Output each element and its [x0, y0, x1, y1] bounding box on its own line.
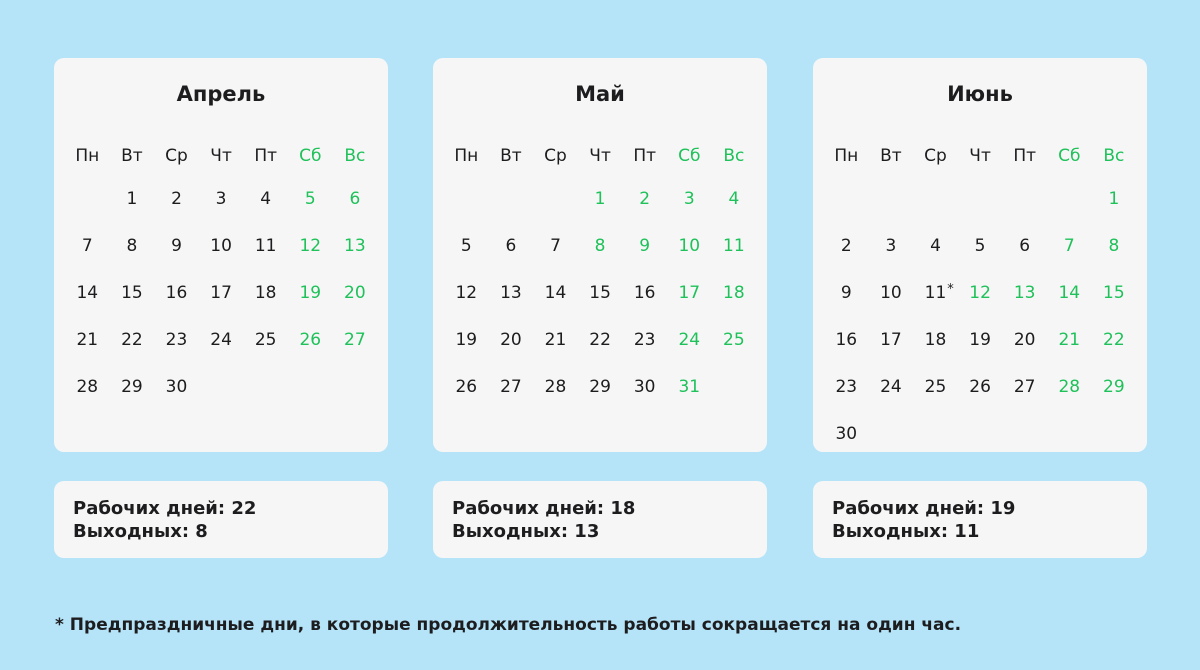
day-number: 18: [723, 283, 745, 303]
day-cell: [533, 373, 578, 420]
day-cell: [869, 279, 914, 326]
day-cell: [489, 326, 534, 373]
day-cell: [869, 373, 914, 420]
day-number: 29: [589, 377, 611, 397]
day-cell: [489, 373, 534, 420]
day-cell: [65, 373, 110, 420]
day-cell: [958, 232, 1003, 279]
day-cell: [667, 232, 712, 279]
day-number: 1: [594, 189, 606, 209]
day-number: 12: [969, 283, 991, 303]
day-cell: [712, 232, 757, 279]
weekday-header: Пн: [834, 146, 859, 166]
day-number: 7: [81, 236, 93, 256]
month-title: Май: [575, 82, 625, 106]
day-number: 3: [885, 236, 897, 256]
working-days-count: Рабочих дней: 22: [73, 498, 257, 519]
day-number: 17: [678, 283, 701, 303]
day-cell: [578, 279, 623, 326]
empty-day-cell: [1092, 420, 1137, 467]
day-number: 27: [1013, 377, 1036, 397]
weekday-header: Вт: [500, 146, 522, 166]
day-cell: [667, 279, 712, 326]
day-number: 4: [728, 189, 740, 209]
day-cell: [1092, 279, 1137, 326]
day-number: 25: [723, 330, 745, 350]
day-number: 10: [880, 283, 902, 303]
weekday-header: Вс: [723, 146, 745, 166]
day-number: 17: [210, 283, 232, 303]
day-cell: [622, 279, 667, 326]
day-cell: [154, 185, 199, 232]
days-off-count: Выходных: 8: [73, 521, 208, 542]
day-number: 7: [550, 236, 561, 256]
day-number: 6: [1019, 236, 1031, 256]
days-grid: [444, 142, 756, 420]
day-cell: [444, 373, 489, 420]
calendar-may: [433, 58, 767, 452]
day-cell: [444, 232, 489, 279]
weekday-header: Вс: [1103, 146, 1125, 166]
day-cell: [65, 326, 110, 373]
empty-day-cell: [1047, 185, 1092, 232]
empty-day-cell: [958, 420, 1003, 467]
day-number: 1: [1108, 189, 1120, 209]
day-cell: [824, 326, 869, 373]
day-number: 19: [969, 330, 991, 350]
day-number: 14: [544, 283, 567, 303]
day-number: 10: [210, 236, 232, 256]
day-cell: [958, 373, 1003, 420]
day-cell: [1047, 373, 1092, 420]
day-number: 14: [76, 283, 99, 303]
day-cell: [154, 279, 199, 326]
day-cell: [622, 373, 667, 420]
day-number: 30: [835, 424, 858, 444]
day-cell: [333, 185, 378, 232]
day-number: 13: [1013, 283, 1036, 303]
day-cell: [333, 279, 378, 326]
day-number: 21: [1058, 330, 1081, 350]
days-grid: [65, 142, 377, 420]
day-cell: [824, 232, 869, 279]
day-number: 27: [344, 330, 366, 350]
calendar-april: [54, 58, 388, 452]
empty-day-cell: [824, 185, 869, 232]
day-cell: [712, 185, 757, 232]
day-cell: [288, 279, 333, 326]
day-number: 24: [880, 377, 902, 397]
day-cell: [489, 279, 534, 326]
day-cell: [1092, 232, 1137, 279]
day-number: 31: [678, 377, 701, 397]
day-cell: [65, 279, 110, 326]
day-cell: [243, 326, 288, 373]
day-cell: [578, 232, 623, 279]
day-number: 26: [299, 330, 322, 350]
day-number: 5: [974, 236, 986, 256]
summary-june: [813, 481, 1147, 558]
working-days-count: Рабочих дней: 18: [452, 498, 636, 519]
empty-day-cell: [65, 185, 110, 232]
empty-day-cell: [288, 373, 333, 420]
day-cell: [578, 373, 623, 420]
day-cell: [533, 232, 578, 279]
day-cell: [1002, 373, 1047, 420]
day-number: 4: [260, 189, 272, 209]
day-cell: [154, 232, 199, 279]
day-number: 14: [1058, 283, 1081, 303]
empty-day-cell: [489, 185, 534, 232]
day-cell: [243, 232, 288, 279]
empty-day-cell: [958, 185, 1003, 232]
day-number: 30: [633, 377, 656, 397]
day-number: 18: [254, 283, 277, 303]
weekday-header: Чт: [210, 146, 232, 166]
day-cell: [333, 326, 378, 373]
month-title: Апрель: [176, 82, 266, 106]
day-cell: [110, 373, 155, 420]
day-number: 26: [969, 377, 991, 397]
day-number: 9: [171, 236, 182, 256]
day-number: 15: [589, 283, 611, 303]
short-day-mark: *: [947, 282, 954, 297]
day-number: 20: [1013, 330, 1036, 350]
day-number: 25: [254, 330, 277, 350]
weekday-header: Пт: [633, 146, 657, 166]
day-number: 22: [589, 330, 611, 350]
empty-day-cell: [1047, 420, 1092, 467]
day-number: 19: [455, 330, 478, 350]
day-number: 6: [349, 189, 361, 209]
day-cell: [1092, 373, 1137, 420]
month-title: Июнь: [947, 82, 1013, 106]
day-number: 3: [215, 189, 227, 209]
empty-day-cell: [869, 420, 914, 467]
day-cell: [824, 373, 869, 420]
day-cell: [65, 232, 110, 279]
day-cell: [1047, 326, 1092, 373]
day-cell: [533, 326, 578, 373]
day-cell: [824, 420, 869, 467]
day-cell: [913, 326, 958, 373]
day-number: 12: [299, 236, 322, 256]
calendar-june: [813, 58, 1147, 452]
day-number: 30: [165, 377, 188, 397]
weekday-header: Сб: [1058, 146, 1081, 166]
day-number: 2: [171, 189, 182, 209]
day-cell: [1047, 232, 1092, 279]
day-number: 13: [344, 236, 366, 256]
day-cell: [667, 326, 712, 373]
day-cell: [154, 326, 199, 373]
weekday-header: Пт: [254, 146, 278, 166]
summary-april: [54, 481, 388, 558]
days-off-count: Выходных: 13: [452, 521, 600, 542]
day-cell: [622, 326, 667, 373]
day-cell: [333, 232, 378, 279]
empty-day-cell: [712, 373, 757, 420]
empty-day-cell: [444, 185, 489, 232]
day-number: 18: [924, 330, 947, 350]
day-number: 11: [723, 236, 745, 256]
day-cell: [667, 185, 712, 232]
day-number: 23: [835, 377, 858, 397]
day-cell: [110, 326, 155, 373]
day-cell: [958, 279, 1003, 326]
weekday-header: Пн: [454, 146, 479, 166]
empty-day-cell: [333, 373, 378, 420]
weekday-header: Пн: [75, 146, 100, 166]
day-cell: [288, 326, 333, 373]
day-number: 8: [1108, 236, 1120, 256]
day-number: 24: [210, 330, 232, 350]
footnote: * Предпраздничные дни, в которые продолжительность работы сокращается на один час.: [55, 615, 962, 635]
day-cell: [533, 279, 578, 326]
day-cell: [243, 279, 288, 326]
day-number: 19: [299, 283, 322, 303]
day-cell: [1002, 232, 1047, 279]
empty-day-cell: [199, 373, 244, 420]
empty-day-cell: [1002, 185, 1047, 232]
day-cell: [1092, 185, 1137, 232]
day-number: 22: [1103, 330, 1125, 350]
day-cell: [913, 373, 958, 420]
day-number: 21: [76, 330, 99, 350]
day-number: 8: [126, 236, 138, 256]
day-cell: [712, 326, 757, 373]
days-off-count: Выходных: 11: [832, 521, 980, 542]
day-cell: [1047, 279, 1092, 326]
day-cell: [869, 326, 914, 373]
day-cell: [444, 279, 489, 326]
day-number: 23: [633, 330, 656, 350]
weekday-header: Ср: [924, 146, 947, 166]
day-cell: [578, 326, 623, 373]
summary-may: [433, 481, 767, 558]
day-cell: [1002, 279, 1047, 326]
day-number: 24: [678, 330, 701, 350]
weekday-header: Сб: [678, 146, 701, 166]
day-number: 21: [544, 330, 567, 350]
empty-day-cell: [243, 373, 288, 420]
day-number: 2: [840, 236, 852, 256]
day-cell: [243, 185, 288, 232]
day-number: 5: [304, 189, 316, 209]
day-cell: [869, 232, 914, 279]
day-number: 13: [500, 283, 522, 303]
day-number: 17: [880, 330, 902, 350]
day-cell: [913, 279, 958, 326]
weekday-header: Вт: [880, 146, 902, 166]
empty-day-cell: [533, 185, 578, 232]
day-number: 29: [121, 377, 143, 397]
day-number: 4: [930, 236, 941, 256]
day-number: 9: [639, 236, 651, 256]
day-cell: [110, 185, 155, 232]
weekday-header: Чт: [589, 146, 611, 166]
day-number: 29: [1103, 377, 1125, 397]
day-cell: [622, 232, 667, 279]
working-days-count: Рабочих дней: 19: [832, 498, 1016, 519]
day-cell: [1002, 326, 1047, 373]
weekday-header: Ср: [165, 146, 188, 166]
day-number: 1: [126, 189, 138, 209]
weekday-header: Вт: [121, 146, 143, 166]
day-number: 6: [505, 236, 517, 256]
day-cell: [444, 326, 489, 373]
day-number: 16: [165, 283, 188, 303]
day-number: 27: [500, 377, 522, 397]
day-number: 9: [840, 283, 852, 303]
day-cell: [489, 232, 534, 279]
day-number: 25: [924, 377, 947, 397]
day-cell: [288, 185, 333, 232]
empty-day-cell: [913, 185, 958, 232]
day-number: 3: [683, 189, 695, 209]
day-number: 2: [639, 189, 651, 209]
day-cell: [1092, 326, 1137, 373]
day-number: 12: [455, 283, 478, 303]
empty-day-cell: [869, 185, 914, 232]
day-number: 16: [633, 283, 656, 303]
day-cell: [712, 279, 757, 326]
day-cell: [578, 185, 623, 232]
day-number: 28: [544, 377, 567, 397]
day-cell: [199, 232, 244, 279]
weekday-header: Вс: [344, 146, 366, 166]
weekday-header: Сб: [299, 146, 322, 166]
day-cell: [199, 185, 244, 232]
days-grid: [824, 142, 1136, 467]
day-number: 5: [460, 236, 472, 256]
day-cell: [199, 279, 244, 326]
day-number: 15: [121, 283, 143, 303]
day-number: 10: [678, 236, 701, 256]
day-number: 11: [254, 236, 277, 256]
day-number: 11: [924, 283, 947, 303]
day-cell: [288, 232, 333, 279]
day-cell: [110, 279, 155, 326]
day-cell: [824, 279, 869, 326]
weekday-header: Чт: [969, 146, 991, 166]
weekday-header: Ср: [544, 146, 567, 166]
day-cell: [199, 326, 244, 373]
day-number: 15: [1103, 283, 1125, 303]
day-number: 16: [835, 330, 858, 350]
day-number: 22: [121, 330, 143, 350]
day-number: 20: [500, 330, 522, 350]
day-cell: [913, 232, 958, 279]
weekday-header: Пт: [1013, 146, 1037, 166]
day-number: 28: [76, 377, 99, 397]
day-number: 23: [165, 330, 188, 350]
day-cell: [958, 326, 1003, 373]
day-number: 28: [1058, 377, 1081, 397]
empty-day-cell: [1002, 420, 1047, 467]
day-number: 20: [344, 283, 366, 303]
day-cell: [622, 185, 667, 232]
day-cell: [667, 373, 712, 420]
empty-day-cell: [913, 420, 958, 467]
day-cell: [110, 232, 155, 279]
day-number: 8: [594, 236, 606, 256]
day-number: 7: [1063, 236, 1075, 256]
day-number: 26: [455, 377, 478, 397]
day-cell: [154, 373, 199, 420]
